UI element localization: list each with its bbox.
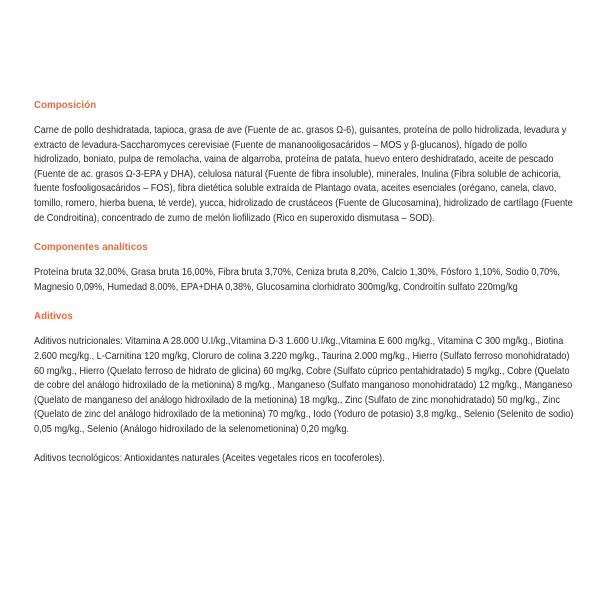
section-heading: Composición <box>34 99 97 111</box>
section-composicion <box>34 98 574 226</box>
section-paragraph: Aditivos nutricionales: Vitamina A 28.000 U.I/kg.,Vitamina D-3 1.600 U.I/kg.,Vitamina E 600 mg/kg., Vitamina C 300 mg/kg., Biotina 2.600 mcg/kg., L-Carnitina 120 mg/kg, Cloruro de colina 3.220 mg/kg., Taurina 2.000 mg/kg., Hierro (Sulfato ferroso monohidratado) 60 mg/kg., Hierro (Quelato ferroso de hidrato de glicina) 60 mg/kg, Cobre (Sulfato cúprico pentahidratado) 5 mg/kg., Cobre (Quelato de cobre del análogo hidroxilado de la metionina) 8 mg/kg., Manganeso (Sulfato manganoso monohidratado) 12 mg/kg., Manganeso (Quelato de manganeso del análogo hidroxilado de la metionina) 18 mg/kg., Zinc (Sulfato de zinc monohidratado) 50 mg/kg., Zinc (Quelato de zinc del análogo hidroxilado de la metionina) 70 mg/kg., Iodo (Yoduro de potasio) 3,8 mg/kg., Selenio (Selenito de sodio) 0,05 mg/kg., Selenio (Análogo hidroxilado de la selenometionina) 0,20 mg/kg. <box>34 336 574 435</box>
section-heading: Componentes analíticos <box>34 241 148 254</box>
document-body <box>34 98 574 480</box>
section-componentes-analiticos <box>34 240 574 295</box>
section-heading: Aditivos <box>34 310 73 323</box>
section-aditivos <box>34 309 574 466</box>
section-paragraph: Aditivos tecnológicos: Antioxidantes naturales (Aceites vegetales ricos en tocoferoles). <box>34 452 385 464</box>
paragraph-spacer <box>34 438 574 452</box>
section-paragraph: Proteína bruta 32,00%, Grasa bruta 16,00%, Fibra bruta 3,70%, Ceniza bruta 8,20%, Calcio 1,30%, Fósforo 1,10%, Sodio 0,70%, Magnesio 0,09%, Humedad 8,00%, EPA+DHA 0,38%, Glucosamina clorhidrato 300mg/kg, Condroitín sulfato 220mg/kg <box>34 267 560 293</box>
section-paragraph: Carne de pollo deshidratada, tapioca, grasa de ave (Fuente de ac. grasos Ω-6), guisantes, proteína de pollo hidrolizada, levadura y extracto de levadura-Saccharomyces cerevisiae (Fuente de mananooligosacáridos – MOS y β-glucanos), hígado de pollo hidrolizado, boniato, pulpa de remolacha, vaina de algarroba, proteína de patata, huevo entero deshidratado, aceite de pescado (Fuente de ac. grasos Ω-3-EPA y DHA), celulosa natural (Fuente de fibra insoluble), minerales, Inulina (Fibra soluble de achicoria, fuente fosfooligosacáridos – FOS), fibra dietética soluble extraída de Plantago ovata, aceites esenciales (orégano, canela, clavo, tomillo, romero, hierba buena, té verde), yucca, hidrolizado de crustáceos (Fuente de Glucosamina), hidrolizado de cartílago (Fuente de Condroitina), concentrado de zumo de melón liofilizado (Rico en superoxido dismutasa – SOD). <box>34 125 573 224</box>
